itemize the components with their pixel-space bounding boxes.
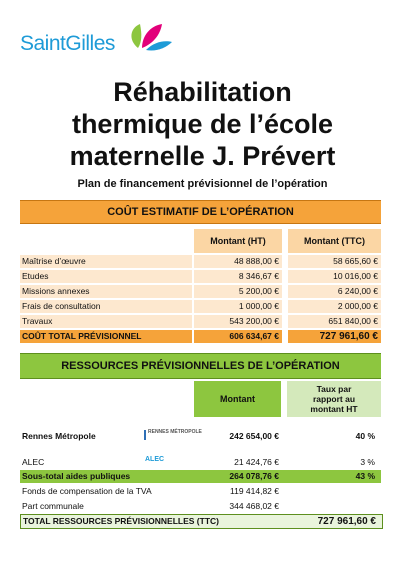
cost-col-ht: Montant (HT) [194,229,282,253]
row-ht: 543 200,00 € [194,315,282,328]
row-ttc: 6 240,00 € [288,285,381,298]
total-ht: 606 634,67 € [194,330,282,343]
row-label: Rennes Métropole [22,431,96,441]
title-line-3: maternelle J. Prévert [69,141,336,171]
alec-logo-text: ALEC [145,456,165,463]
resources-section-header: RESSOURCES PRÉVISIONNELLES DE L’OPÉRATION [20,353,381,379]
title-line-2: thermique de l’école [71,109,334,139]
row-amount: 21 424,76 € [234,457,279,467]
row-label: Sous-total aides publiques [22,471,131,481]
row-amount: 264 078,76 € [229,471,279,481]
row-label: Fonds de compensation de la TVA [22,486,152,496]
row-label: Etudes [20,270,192,283]
alec-logo [145,453,187,467]
row-ttc: 10 016,00 € [288,270,381,283]
resource-row-rennes [20,430,381,443]
row-amount: 119 414,82 € [230,486,279,496]
resource-row-grand-total [20,514,383,529]
row-label: ALEC [22,457,45,467]
title-line-1: Réhabilitation [113,77,292,107]
rennes-metropole-logo: RENNES MÉTROPOLE [144,430,188,440]
table-row [20,285,381,298]
row-label: Frais de consultation [20,300,192,313]
resources-col-taux [287,381,381,417]
table-row [20,270,381,283]
row-ttc: 58 665,60 € [288,255,381,268]
row-amount: 727 961,60 € [317,516,376,527]
row-ht: 48 888,00 € [194,255,282,268]
row-amount: 242 654,00 € [229,431,279,441]
row-label: Missions annexes [20,285,192,298]
total-label: COÛT TOTAL PRÉVISIONNEL [20,330,192,343]
row-label: Travaux [20,315,192,328]
cost-table [20,255,381,345]
row-ttc: 2 000,00 € [288,300,381,313]
total-row [20,330,381,343]
row-ttc: 651 840,00 € [288,315,381,328]
taux-line-1: Taux par [316,384,352,394]
table-row [20,255,381,268]
row-ht: 1 000,00 € [194,300,282,313]
row-ht: 5 200,00 € [194,285,282,298]
row-pct: 40 % [355,431,375,441]
row-pct: 43 % [355,471,375,481]
resource-row-fctva [20,485,381,498]
row-label: TOTAL RESSOURCES PRÉVISIONNELLES (TTC) [23,516,219,526]
page-title [20,76,385,172]
taux-line-2: rapport au [312,394,356,404]
row-label: Maîtrise d’œuvre [20,255,192,268]
cost-col-ttc: Montant (TTC) [288,229,381,253]
page-subtitle: Plan de financement prévisionnel de l’opération [77,178,328,190]
resource-row-subtotal [20,470,381,483]
resource-row-communal [20,500,381,513]
taux-line-3: montant HT [310,404,358,414]
row-ht: 8 346,67 € [194,270,282,283]
leaves-icon [118,18,174,52]
cost-column-headers [20,229,381,253]
row-pct: 3 % [360,457,375,467]
resource-row-alec [20,456,381,469]
saint-gilles-logo [20,18,170,60]
table-row [20,300,381,313]
total-ttc: 727 961,60 € [288,330,381,343]
table-row [20,315,381,328]
resources-col-montant: Montant [194,381,281,417]
row-label: Part communale [22,501,84,511]
cost-section-header: COÛT ESTIMATIF DE L’OPÉRATION [20,200,381,224]
logo-text: SaintGilles [20,32,115,55]
row-amount: 344 468,02 € [229,501,279,511]
